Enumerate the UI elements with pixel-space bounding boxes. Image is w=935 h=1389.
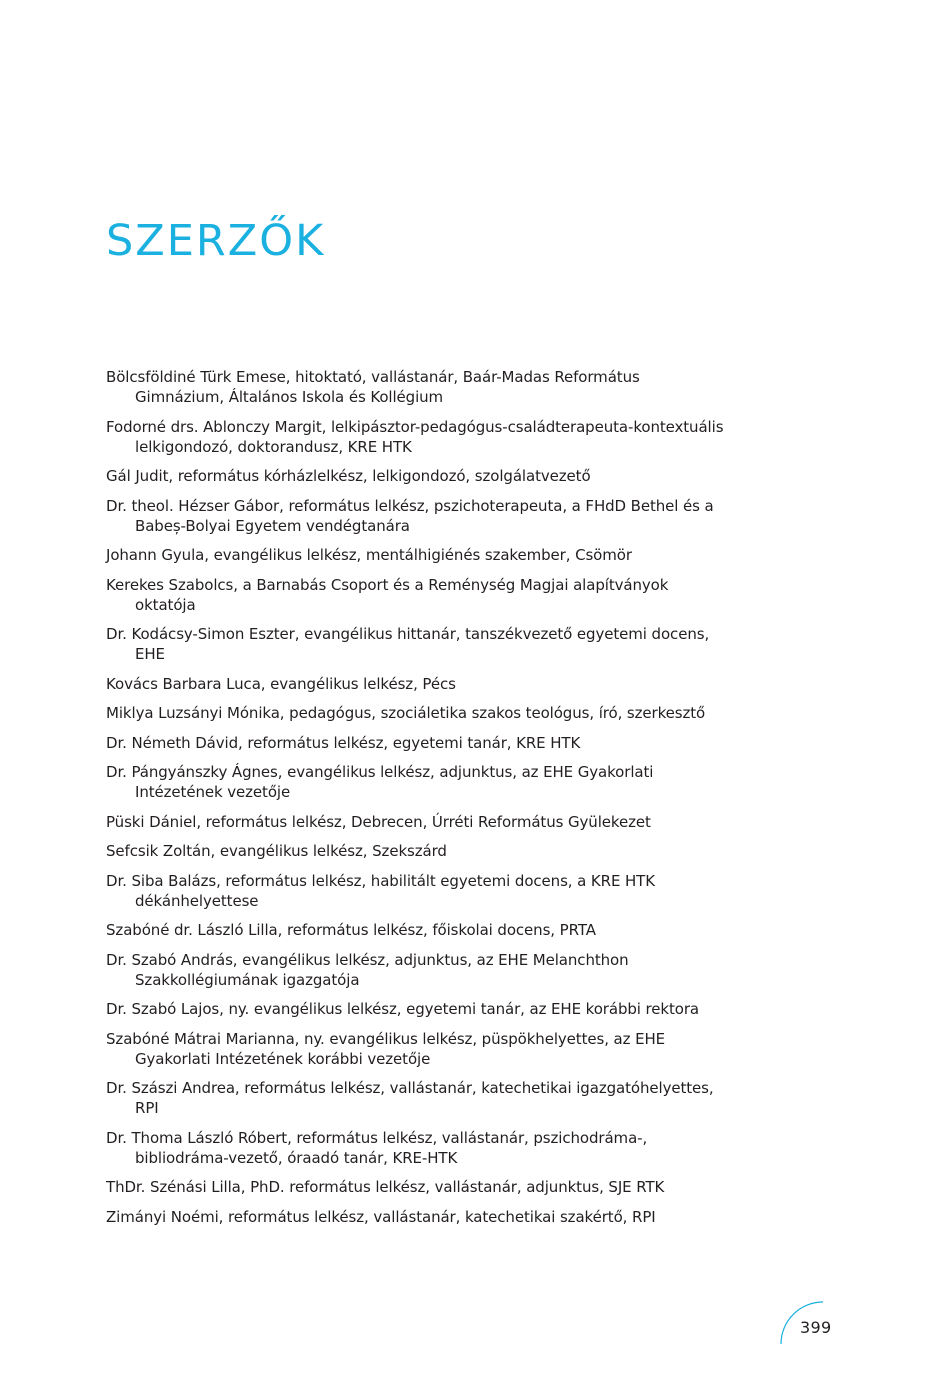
author-entry: Zimányi Noémi, református lelkész, vallástanár, katechetikai szakértő, RPI: [106, 1207, 656, 1226]
author-entry: Kovács Barbara Luca, evangélikus lelkész, Pécs: [106, 674, 456, 693]
author-entry: Dr. Siba Balázs, református lelkész, habilitált egyetemi docens, a KRE HTK dékánhelyettese: [106, 871, 655, 910]
author-entry: Sefcsik Zoltán, evangélikus lelkész, Szekszárd: [106, 842, 447, 860]
author-entry: Dr. Pángyánszky Ágnes, evangélikus lelkész, adjunktus, az EHE Gyakorlati Intézetének vezetője: [106, 763, 654, 801]
author-entry: Kerekes Szabolcs, a Barnabás Csoport és a Reménység Magjai alapítványok oktatója: [106, 575, 669, 614]
author-entry: Szabóné Mátrai Marianna, ny. evangélikus lelkész, püspökhelyettes, az EHE Gyakorlati Intézetének korábbi vezetője: [106, 1029, 666, 1068]
author-entry: Dr. Thoma László Róbert, református lelkész, vallástanár, pszichodráma-, bibliodráma-vezető, óraadó tanár, KRE-HTK: [106, 1128, 648, 1167]
author-entry: Dr. Kodácsy-Simon Eszter, evangélikus hittanár, tanszékvezető egyetemi docens, EHE: [106, 625, 710, 663]
author-entry: Dr. Szabó András, evangélikus lelkész, adjunktus, az EHE Melanchthon Szakkollégiumának igazgatója: [106, 950, 629, 989]
author-entry: ThDr. Szénási Lilla, PhD. református lelkész, vallástanár, adjunktus, SJE RTK: [106, 1178, 665, 1196]
author-entry: Gál Judit, református kórházlelkész, lelkigondozó, szolgálatvezető: [106, 467, 591, 485]
author-entry: Dr. Szabó Lajos, ny. evangélikus lelkész, egyetemi tanár, az EHE korábbi rektora: [106, 1000, 699, 1018]
page-number: 399: [800, 1318, 832, 1337]
author-entry: Dr. theol. Hézser Gábor, református lelkész, pszichoterapeuta, a FHdD Bethel és a Babeș-Bolyai Egyetem vendégtanára: [106, 496, 714, 535]
author-entry: Dr. Németh Dávid, református lelkész, egyetemi tanár, KRE HTK: [106, 733, 581, 752]
author-entry: Bölcsföldiné Türk Emese, hitoktató, vallástanár, Baár-Madas Református Gimnázium, Általános Iskola és Kollégium: [106, 368, 640, 406]
author-entry: Püski Dániel, református lelkész, Debrecen, Úrréti Református Gyülekezet: [106, 812, 651, 831]
author-entry: Szabóné dr. László Lilla, református lelkész, főiskolai docens, PRTA: [106, 921, 596, 939]
author-entry: Fodorné drs. Ablonczy Margit, lelkipásztor-pedagógus-családterapeuta-kontextuális lelkigondozó, doktorandusz, KRE HTK: [106, 417, 724, 456]
author-entry: Johann Gyula, evangélikus lelkész, mentálhigiénés szakember, Csömör: [106, 546, 632, 564]
page-title: SZERZŐK: [106, 216, 326, 266]
author-entry: Miklya Luzsányi Mónika, pedagógus, szociáletika szakos teológus, író, szerkesztő: [106, 704, 706, 722]
author-entry: Dr. Szászi Andrea, református lelkész, vallástanár, katechetikai igazgatóhelyettes, RPI: [106, 1079, 714, 1117]
author-list: [106, 367, 726, 1236]
